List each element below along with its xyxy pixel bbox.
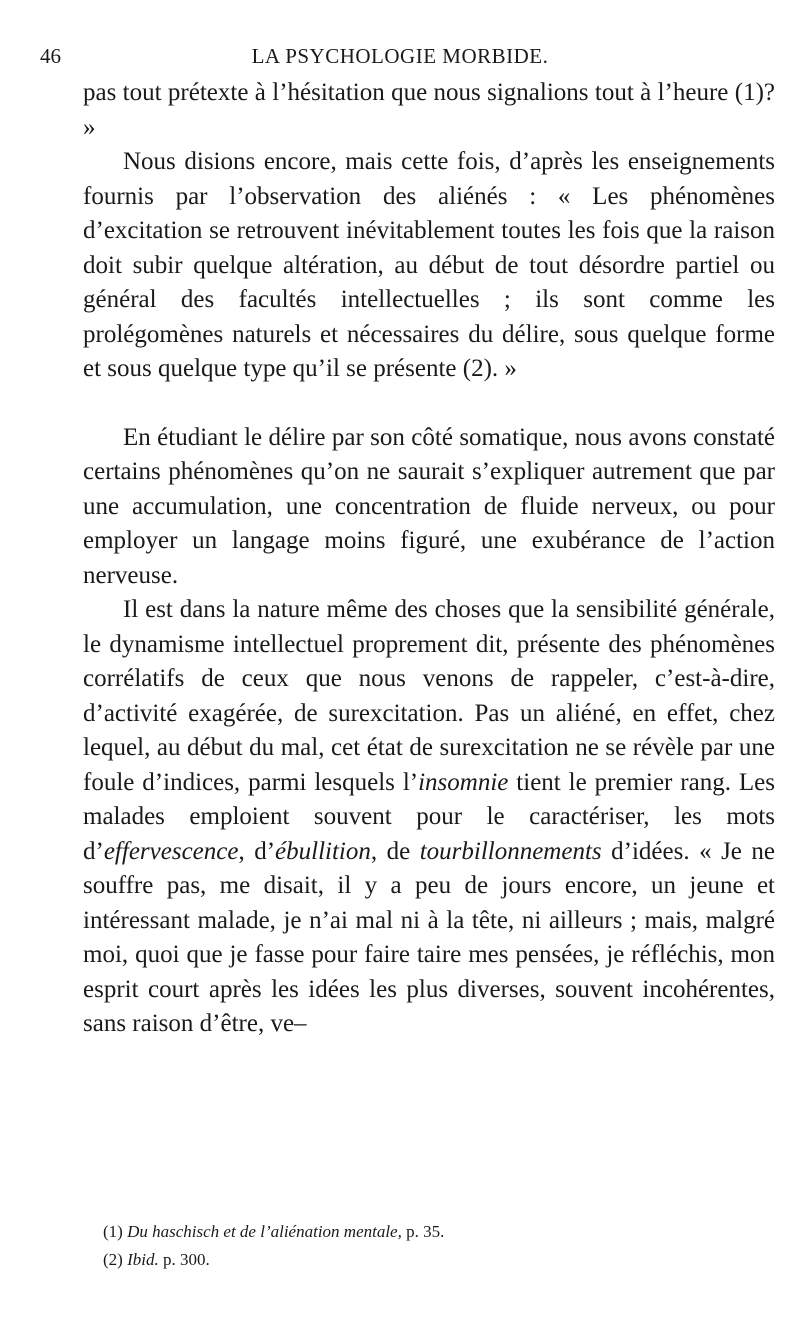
running-header [40,44,760,78]
paragraph-continuation: pas tout prétexte à l’hésitation que nous signalions tout à l’heure (1)? » [83,79,775,141]
paragraph-quote-excitation: Nous disions encore, mais cette fois, d’après les enseignements fournis par l’observation des aliénés : « Les phénomènes d’excitation se retrouvent inévitablement toutes les fois que la raison doit subir quelque altération, au début de tout désordre partiel ou général des facultés intellectuelles ; ils sont comme les prolégomènes naturels et nécessaires du délire, sous quelque forme et sous quelque type qu’il se présente (2). » [83,148,775,382]
footnote-2 [103,1246,763,1274]
paragraph-general-sensibility [83,593,775,1042]
text-segment: , d’ [238,837,276,865]
italic-term-tourbillonnements: tourbillonnements [419,837,602,865]
text-segment: Il est dans la nature même des choses que la sensibilité générale, le dynamisme intellectuel proprement dit, présente des phénomènes corrélatifs de ceux que nous venons de rappeler, c’est-à-dire, d’activité exagérée, de surexcitation. Pas un aliéné, en effet, chez lequel, au début du mal, cet état de surexcitation ne se révèle par une foule d’indices, parmi lesquels l’ [83,596,775,796]
text-segment: , de [370,837,420,865]
footnote-mark: (1) [103,1222,128,1241]
footnotes [103,1218,763,1274]
paragraph-somatic-delirium: En étudiant le délire par son côté somatique, nous avons constaté certains phénomènes qu’on ne saurait s’expliquer autrement que par une accumulation, une concentration de fluide nerveux, ou pour employer un langage moins figuré, une exubérance de l’action nerveuse. [83,423,775,589]
footnote-page: p. 35. [401,1222,445,1241]
italic-term-effervescence: effervescence [103,837,239,865]
text-segment: d’idées. « Je ne souffre pas, me disait, il y a peu de jours encore, un jeune et intéressant malade, je n’ai mal ni à la tête, ni ailleurs ; mais, malgré moi, quoi que je fasse pour faire taire mes pensées, je réfléchis, mon esprit court après les idées les plus diverses, souvent incohérentes, sans raison d’être, ve– [83,837,775,1037]
footnote-page: p. 300. [158,1250,210,1269]
footnote-title: Du haschisch et de l’aliénation mentale, [127,1222,402,1241]
running-title: LA PSYCHOLOGIE MORBIDE. [251,44,549,68]
footnote-title: Ibid. [127,1250,159,1269]
footnote-mark: (2) [103,1250,128,1269]
text-segment: tient le premier rang. Les malades emploient souvent pour le caractériser, les mots d’ [83,768,775,865]
page-number: 46 [40,44,61,68]
italic-term-insomnie: insomnie [418,768,509,796]
body-text [83,76,775,1042]
italic-term-ebullition: ébullition [275,837,371,865]
footnote-1 [103,1218,763,1246]
